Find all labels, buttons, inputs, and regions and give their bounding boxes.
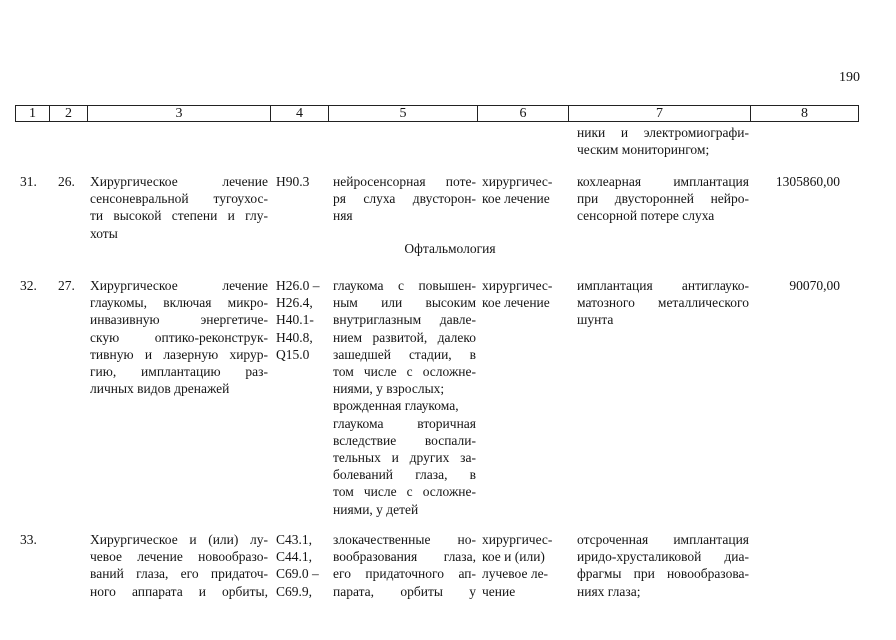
text-line: вследствие воспали-: [333, 432, 476, 448]
col-header-7: 7: [569, 106, 751, 122]
text-line: сенсоневральной тугоухос-: [90, 191, 268, 207]
page-number: 190: [839, 70, 860, 85]
text-line: имплантация антиглауко-: [577, 278, 749, 293]
col-header-6: 6: [478, 106, 569, 122]
text-line: C43.1,: [276, 532, 313, 547]
text-line: лучевое ле-: [482, 566, 549, 582]
text-line: том числе с осложне-: [333, 364, 476, 380]
row-subnumber: 27.: [58, 278, 75, 293]
column-header-row: [16, 106, 859, 122]
text-line: Q15.0: [276, 346, 310, 362]
procedure-name: [90, 277, 268, 397]
cost-value: 1305860,00: [775, 174, 840, 189]
text-line: Хирургическое и (или) лу-: [90, 532, 268, 547]
text-line: C69.9,: [276, 583, 313, 599]
text-line: вообразования глаза,: [333, 549, 476, 565]
text-line: кое и (или): [482, 549, 545, 565]
icd-codes: [276, 173, 328, 190]
text-line: ческим мониторингом;: [577, 142, 710, 158]
col-header-8: 8: [751, 106, 859, 122]
procedure-name: [90, 531, 268, 600]
text-line: глаукома с повышен-: [333, 278, 476, 293]
icd-codes: [276, 277, 328, 363]
text-line: личных видов дренажей: [90, 381, 230, 397]
text-line: Хирургическое лечение: [90, 174, 268, 189]
text-line: ваний глаза, его придаточ-: [90, 566, 268, 582]
procedure-name: [90, 173, 268, 242]
text-line: внутриглазным давле-: [333, 312, 476, 328]
text-line: кое лечение: [482, 191, 550, 207]
row-number: 32.: [20, 278, 37, 293]
text-line: сенсорной потере слуха: [577, 208, 715, 224]
icd-codes: [276, 531, 328, 600]
section-title: Офтальмология: [404, 241, 496, 256]
text-line: ного аппарата и орбиты,: [90, 583, 268, 599]
text-line: тивную и лазерную хирур-: [90, 346, 268, 362]
row-subnumber: 26.: [58, 174, 75, 189]
text-line: скую оптико-реконструк-: [90, 329, 268, 345]
text-line: H40.1-: [276, 312, 314, 328]
text-line: нием развитой, далеко: [333, 329, 476, 345]
row-number: 33.: [20, 532, 37, 547]
text-line: нейросенсорная поте-: [333, 174, 476, 189]
text-line: врожденная глаукома,: [333, 398, 459, 414]
text-line: ники и электромиографи-: [577, 125, 749, 140]
treatment-type: [482, 173, 567, 207]
text-line: чение: [482, 583, 516, 599]
column-header-table: [15, 105, 859, 122]
cost-value: 90070,00: [789, 278, 840, 293]
diagnosis: [333, 277, 476, 518]
text-line: том числе с осложне-: [333, 484, 476, 500]
text-line: отсроченная имплантация: [577, 532, 749, 547]
treatment-type: [482, 531, 567, 600]
text-line: C69.0 –: [276, 566, 319, 582]
text-line: матозного металлического: [577, 295, 749, 311]
text-line: тельных и других за-: [333, 450, 476, 466]
text-line: инвазивную энергетиче-: [90, 312, 268, 328]
text-line: кое лечение: [482, 295, 550, 311]
text-line: парата, орбиты у: [333, 583, 476, 599]
text-line: при двусторонней нейро-: [577, 191, 749, 207]
text-line: C44.1,: [276, 549, 313, 565]
text-line: глаукомы, включая микро-: [90, 295, 268, 311]
text-line: ря слуха двусторон-: [333, 191, 476, 207]
col-header-1: 1: [16, 106, 50, 122]
row-number: 31.: [20, 174, 37, 189]
text-line: его придаточного ап-: [333, 566, 476, 582]
col-header-4: 4: [271, 106, 329, 122]
treatment-method: [577, 277, 749, 329]
text-line: хирургичес-: [482, 532, 553, 547]
text-line: болеваний глаза, в: [333, 467, 476, 483]
text-line: ниях глаза;: [577, 583, 641, 599]
text-line: чевое лечение новообразо-: [90, 549, 268, 565]
treatment-method: [577, 531, 749, 600]
text-line: H26.0 –: [276, 278, 320, 293]
text-line: хоты: [90, 225, 118, 241]
text-line: хирургичес-: [482, 174, 553, 189]
text-line: кохлеарная имплантация: [577, 174, 749, 189]
text-line: Хирургическое лечение: [90, 278, 268, 293]
text-line: шунта: [577, 312, 614, 328]
diagnosis: [333, 531, 476, 600]
col-header-2: 2: [50, 106, 88, 122]
text-line: глаукома вторичная: [333, 415, 476, 431]
text-line: гию, имплантацию раз-: [90, 364, 268, 380]
text-line: ниями, у детей: [333, 501, 419, 517]
text-line: няя: [333, 208, 353, 224]
text-line: хирургичес-: [482, 278, 553, 293]
text-line: H40.8,: [276, 329, 313, 345]
text-line: злокачественные но-: [333, 532, 476, 547]
diagnosis: [333, 173, 476, 225]
col-header-5: 5: [329, 106, 478, 122]
text-line: H26.4,: [276, 295, 313, 311]
treatment-method: [577, 173, 749, 225]
treatment-type: [482, 277, 567, 311]
text-line: иридо-хрусталиковой диа-: [577, 549, 749, 565]
text-line: ти высокой степени и глу-: [90, 208, 268, 224]
continuation-text: [577, 124, 749, 158]
text-line: ным или высоким: [333, 295, 476, 311]
col-header-3: 3: [88, 106, 271, 122]
text-line: зашедшей стадии, в: [333, 346, 476, 362]
text-line: фрагмы при новообразова-: [577, 566, 749, 582]
text-line: H90.3: [276, 174, 310, 189]
text-line: ниями, у взрослых;: [333, 381, 445, 397]
